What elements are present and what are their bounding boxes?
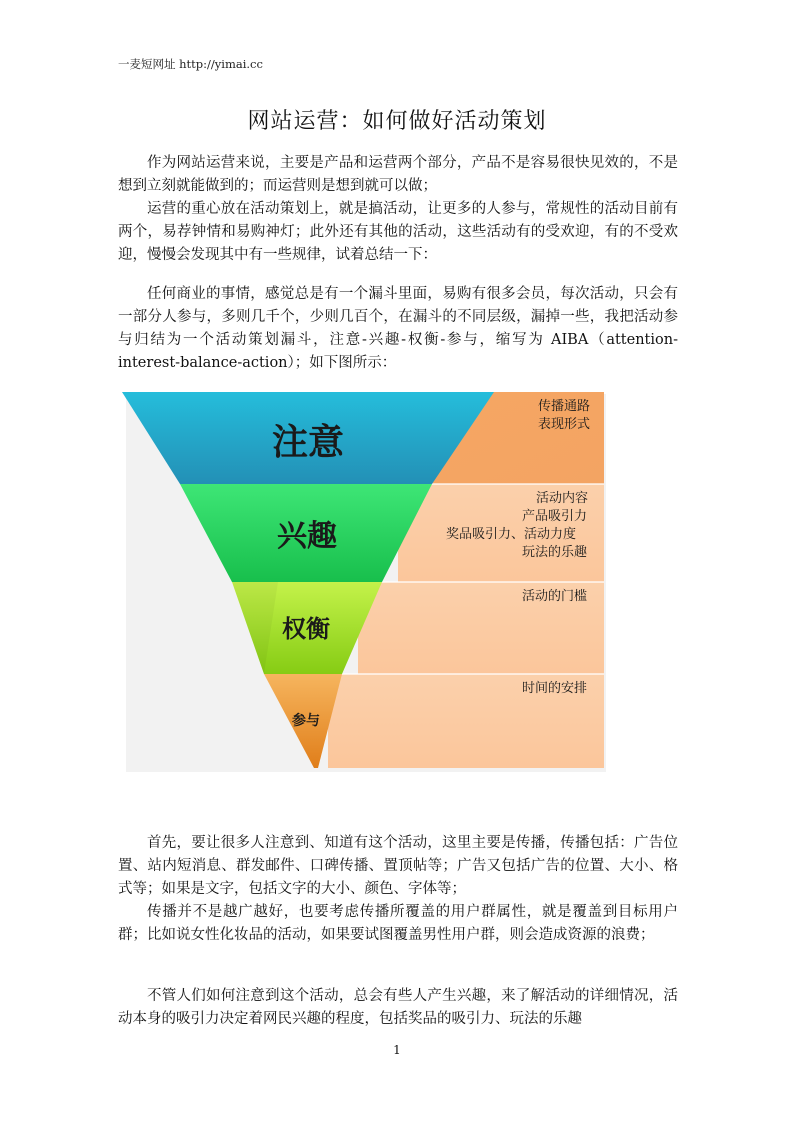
stage-note: 活动的门槛 xyxy=(522,589,588,604)
body-section xyxy=(118,832,678,947)
intro-paragraph-2: 运营的重心放在活动策划上，就是搞活动，让更多的人参与，常规性的活动目前有两个，易荐钟情和易购神灯；此外还有其他的活动，这些活动有的受欢迎，有的不受欢迎，慢慢会发现其中有一些规律，试着总结一下： xyxy=(118,201,678,263)
stage-label: 参与 xyxy=(292,713,320,729)
page-header: 一麦短网址 http://yimai.cc xyxy=(118,57,263,71)
funnel-intro-paragraph: 任何商业的事情，感觉总是有一个漏斗里面，易购有很多会员，每次活动，只会有一部分人参与，多则几千个，少则几百个，在漏斗的不同层级，漏掉一些，我把活动参与归结为一个活动策划漏斗，注意-兴趣-权衡-参与，缩写为 AIBA（attention-interest-balance-action）；如下图所示： xyxy=(118,286,678,371)
aiba-funnel-diagram xyxy=(118,388,608,776)
intro-paragraph-1: 作为网站运营来说，主要是产品和运营两个部分，产品不是容易很快见效的，不是想到立刻就能做到的；而运营则是想到就可以做； xyxy=(118,155,678,194)
stage-note: 产品吸引力 xyxy=(522,509,588,524)
stage-label: 权衡 xyxy=(282,615,330,643)
stage-label: 兴趣 xyxy=(277,519,337,554)
stage-label: 注意 xyxy=(271,422,345,463)
body-paragraph-3: 不管人们如何注意到这个活动，总会有些人产生兴趣，来了解活动的详细情况，活动本身的吸引力决定着网民兴趣的程度，包括奖品的吸引力、玩法的乐趣 xyxy=(118,988,678,1027)
stage-note: 活动内容 xyxy=(536,491,589,506)
document-title: 网站运营：如何做好活动策划 xyxy=(247,109,547,134)
funnel-intro-section xyxy=(118,283,678,375)
body-paragraph-1: 首先，要让很多人注意到、知道有这个活动，这里主要是传播，传播包括：广告位置、站内短消息、群发邮件、口碑传播、置顶帖等；广告又包括广告的位置、大小、格式等；如果是文字，包括文字的大小、颜色、字体等； xyxy=(118,835,678,897)
last-section xyxy=(118,985,678,1031)
stage-note: 表现形式 xyxy=(538,417,591,432)
page-number: 1 xyxy=(393,1043,401,1057)
stage-note: 传播通路 xyxy=(538,399,591,414)
body-paragraph-2: 传播并不是越广越好，也要考虑传播所覆盖的用户群属性，就是覆盖到目标用户群；比如说女性化妆品的活动，如果要试图覆盖男性用户群，则会造成资源的浪费； xyxy=(118,904,678,943)
intro-section xyxy=(118,152,678,267)
stage-note: 奖品吸引力、活动力度 xyxy=(446,527,577,542)
stage-note: 玩法的乐趣 xyxy=(522,545,588,560)
stage-note: 时间的安排 xyxy=(522,681,588,696)
